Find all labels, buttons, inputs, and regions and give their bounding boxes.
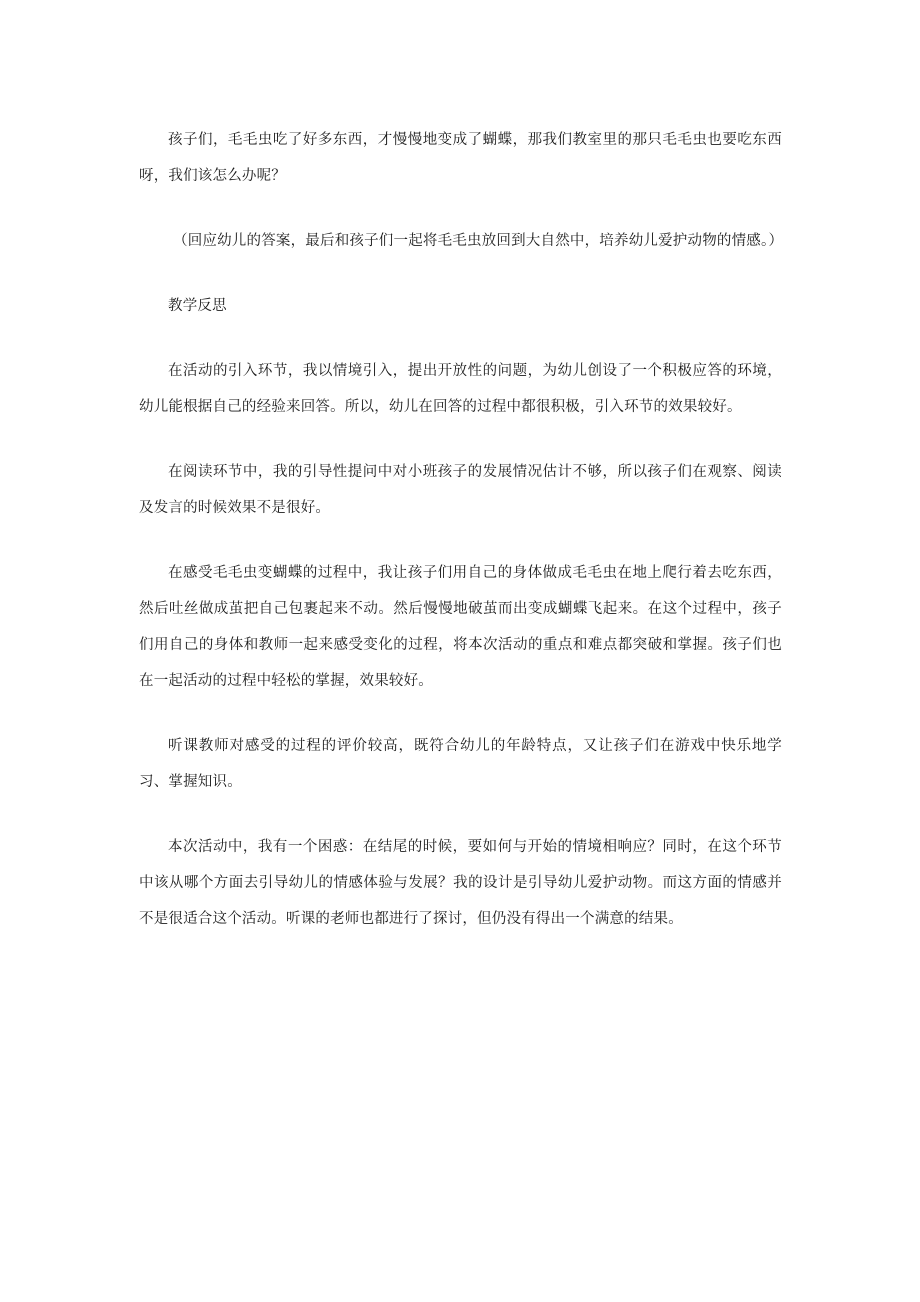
paragraph-question: 孩子们，毛毛虫吃了好多东西，才慢慢地变成了蝴蝶，那我们教室里的那只毛毛虫也要吃东西呀，我们该怎么办呢？ bbox=[139, 132, 782, 184]
paragraph-introduction-reflection: 在活动的引入环节，我以情境引入，提出开放性的问题，为幼儿创设了一个积极应答的环境，幼儿能根据自己的经验来回答。所以，幼儿在回答的过程中都很积极，引入环节的效果较好。 bbox=[139, 363, 782, 415]
paragraph-experience-reflection: 在感受毛毛虫变蝴蝶的过程中，我让孩子们用自己的身体做成毛毛虫在地上爬行着去吃东西，然后吐丝做成茧把自己包裹起来不动。然后慢慢地破茧而出变成蝴蝶飞起来。在这个过程中，孩子们用自己的身体和教师一起来感受变化的过程，将本次活动的重点和难点都突破和掌握。孩子们也在一起活动的过程中轻松的掌握，效果较好。 bbox=[139, 565, 782, 689]
section-heading-teaching-reflection: 教学反思 bbox=[168, 298, 227, 314]
paragraph-closing-concern: 本次活动中，我有一个困惑：在结尾的时候，要如何与开始的情境相响应？同时，在这个环节中该从哪个方面去引导幼儿的情感体验与发展？我的设计是引导幼儿爱护动物。而这方面的情感并不是很适合这个活动。听课的老师也都进行了探讨，但仍没有得出一个满意的结果。 bbox=[139, 839, 782, 927]
paragraph-teaching-note: （回应幼儿的答案，最后和孩子们一起将毛毛虫放回到大自然中，培养幼儿爱护动物的情感。） bbox=[173, 233, 784, 249]
paragraph-reading-reflection: 在阅读环节中，我的引导性提问中对小班孩子的发展情况估计不够，所以孩子们在观察、阅读及发言的时候效果不是很好。 bbox=[139, 464, 782, 516]
document-body bbox=[139, 122, 782, 966]
paragraph-observer-feedback: 听课教师对感受的过程的评价较高，既符合幼儿的年龄特点，又让孩子们在游戏中快乐地学习、掌握知识。 bbox=[139, 738, 782, 790]
